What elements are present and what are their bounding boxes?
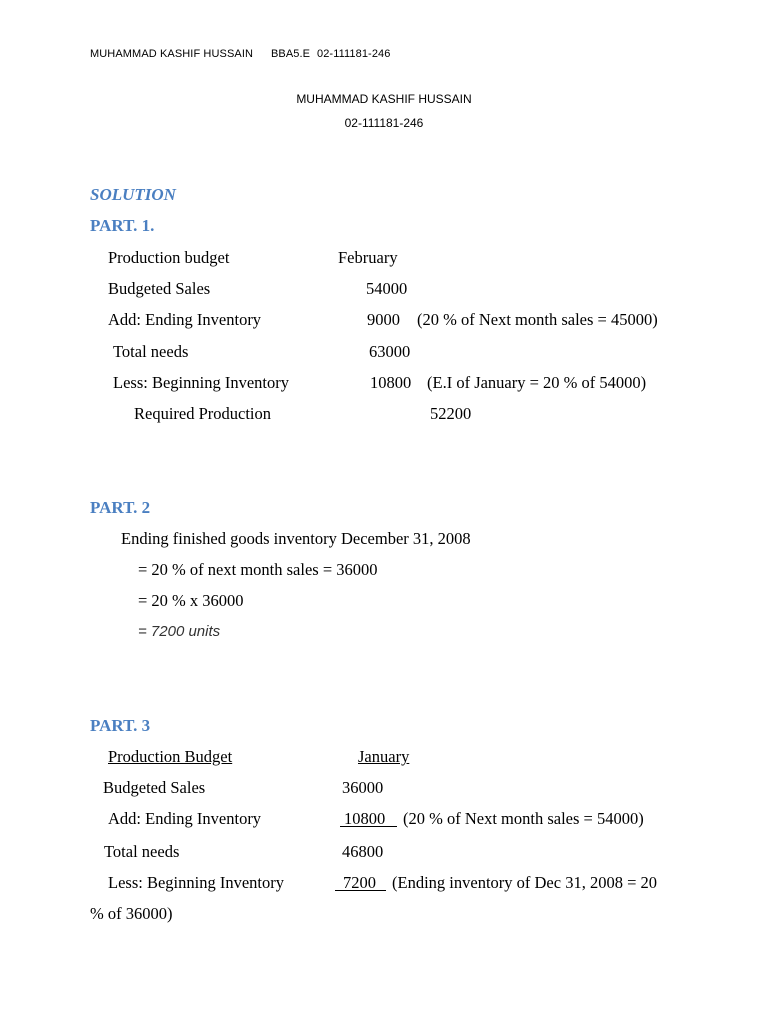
part3-row-label: Total needs: [104, 842, 180, 861]
title-id: 02-111181-246: [344, 116, 424, 130]
part3-row-value: 46800: [342, 842, 384, 861]
part2-heading: PART. 2: [90, 498, 151, 517]
part1-row-value: 10800: [370, 373, 412, 392]
part3-row-value: 10800: [340, 811, 397, 827]
part3-row-note: (20 % of Next month sales = 54000): [403, 809, 644, 828]
part3-row-value-underlined: [335, 873, 386, 893]
part3-col-title: Production Budget: [108, 747, 233, 766]
part3-row-label: Less: Beginning Inventory: [108, 873, 284, 892]
part3-row-label: Add: Ending Inventory: [108, 809, 262, 828]
part1-row-label: Less: Beginning Inventory: [113, 373, 289, 392]
part1-row-value: 63000: [369, 342, 411, 361]
part1-row-label: Required Production: [134, 404, 272, 423]
part2-result: = 7200 units: [138, 623, 221, 640]
part1-row-label: Budgeted Sales: [108, 279, 211, 298]
part1-row-note: (E.I of January = 20 % of 54000): [427, 373, 647, 392]
part1-row-label: Total needs: [113, 342, 189, 361]
title-name: MUHAMMAD KASHIF HUSSAIN: [296, 92, 472, 106]
part3-heading: PART. 3: [90, 716, 151, 735]
part3-row-value: 36000: [342, 778, 384, 797]
solution-heading: SOLUTION: [90, 185, 176, 204]
header-id: 02-111181-246: [317, 48, 391, 60]
part1-row-note: (20 % of Next month sales = 45000): [417, 310, 658, 329]
part3-wrap-line: % of 36000): [90, 904, 173, 923]
part1-col-title: Production budget: [108, 248, 230, 267]
part1-col-month: February: [338, 248, 398, 267]
part3-row-note: (Ending inventory of Dec 31, 2008 = 20: [392, 873, 658, 892]
part2-line: = 20 % of next month sales = 36000: [138, 560, 378, 579]
header-name: MUHAMMAD KASHIF HUSSAIN: [90, 48, 254, 60]
part3-row-value-underlined: [340, 809, 397, 829]
part3-col-month: January: [358, 747, 410, 766]
part1-row-value: 52200: [430, 404, 472, 423]
part1-heading: PART. 1.: [90, 216, 155, 235]
part2-line: = 20 % x 36000: [138, 591, 244, 610]
part3-row-label: Budgeted Sales: [103, 778, 206, 797]
part2-line: Ending finished goods inventory December 31, 2008: [121, 529, 471, 548]
part1-row-label: Add: Ending Inventory: [108, 310, 262, 329]
part1-row-value: 54000: [366, 279, 408, 298]
part1-row-value: 9000: [367, 310, 400, 329]
header-class: BBA5.E: [271, 48, 311, 60]
part3-row-value: 7200: [335, 875, 386, 891]
